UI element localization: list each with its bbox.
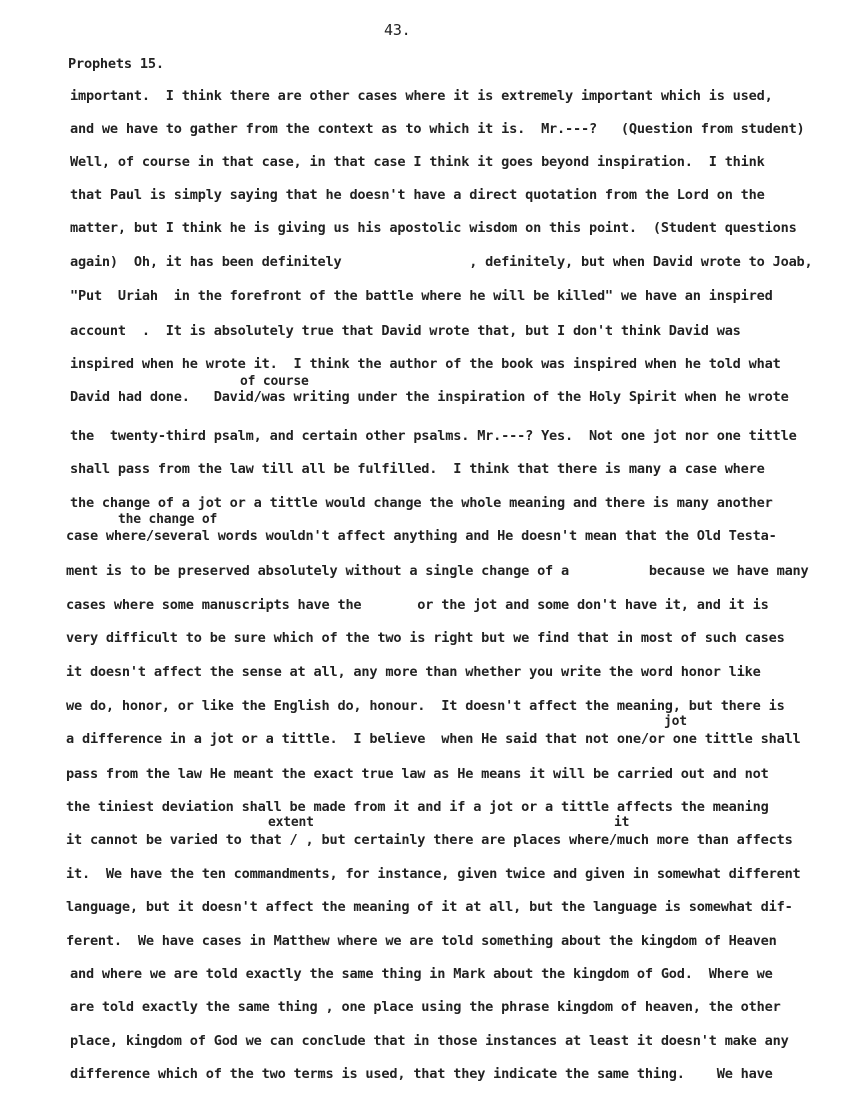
text-line: language, but it doesn't affect the meaning of it at all, but the language is somewhat dif- [66, 899, 793, 915]
interlinear-insertion: of course [240, 374, 309, 389]
text-line: inspired when he wrote it. I think the author of the book was inspired when he told what [70, 356, 781, 372]
interlinear-insertion: extent [268, 815, 314, 830]
text-line: matter, but I think he is giving us his apostolic wisdom on this point. (Student questions [70, 220, 797, 236]
text-line: again) Oh, it has been definitely , definitely, but when David wrote to Joab, [70, 254, 813, 270]
text-line: "Put Uriah in the forefront of the battle where he will be killed" we have an inspired [70, 288, 773, 304]
interlinear-insertion: the change of [118, 512, 218, 527]
interlinear-insertion: jot [664, 714, 687, 729]
text-line: David had done. David/was writing under the inspiration of the Holy Spirit when he wrote [70, 389, 789, 405]
text-line: it cannot be varied to that / , but certainly there are places where/much more than affects [66, 832, 793, 848]
interlinear-insertion: it [614, 815, 630, 830]
text-line: and we have to gather from the context as to which it is. Mr.---? (Question from student) [70, 121, 805, 137]
text-line: the change of a jot or a tittle would change the whole meaning and there is many another [70, 495, 773, 511]
text-line: cases where some manuscripts have the or the jot and some don't have it, and it is [66, 597, 769, 613]
text-line: case where/several words wouldn't affect anything and He doesn't mean that the Old Testa- [66, 528, 777, 544]
text-line: ferent. We have cases in Matthew where we are told something about the kingdom of Heaven [66, 933, 777, 949]
text-line: that Paul is simply saying that he doesn't have a direct quotation from the Lord on the [70, 187, 765, 203]
text-line: shall pass from the law till all be fulfilled. I think that there is many a case where [70, 461, 765, 477]
text-line: and where we are told exactly the same thing in Mark about the kingdom of God. Where we [70, 966, 773, 982]
text-line: Well, of course in that case, in that case I think it goes beyond inspiration. I think [70, 154, 765, 170]
text-line: we do, honor, or like the English do, honour. It doesn't affect the meaning, but there is [66, 698, 785, 714]
text-line: account . It is absolutely true that David wrote that, but I don't think David was [70, 323, 741, 339]
text-line: are told exactly the same thing , one place using the phrase kingdom of heaven, the other [70, 999, 781, 1015]
text-line: place, kingdom of God we can conclude that in those instances at least it doesn't make any [70, 1033, 789, 1049]
page-number: 43. [384, 21, 411, 39]
text-line: a difference in a jot or a tittle. I believe when He said that not one/or one tittle shall [66, 731, 801, 747]
text-line: pass from the law He meant the exact true law as He means it will be carried out and not [66, 766, 769, 782]
text-line: ment is to be preserved absolutely without a single change of a because we have many [66, 563, 809, 579]
text-line: it doesn't affect the sense at all, any more than whether you write the word honor like [66, 664, 761, 680]
text-line: the twenty-third psalm, and certain other psalms. Mr.---? Yes. Not one jot nor one tittle [70, 428, 797, 444]
text-line: difference which of the two terms is used, that they indicate the same thing. We have [70, 1066, 773, 1082]
text-line: very difficult to be sure which of the two is right but we find that in most of such cases [66, 630, 785, 646]
text-line: important. I think there are other cases where it is extremely important which is used, [70, 88, 773, 104]
page-header: Prophets 15. [68, 56, 164, 72]
text-line: it. We have the ten commandments, for instance, given twice and given in somewhat different [66, 866, 801, 882]
text-line: the tiniest deviation shall be made from it and if a jot or a tittle affects the meaning [66, 799, 769, 815]
